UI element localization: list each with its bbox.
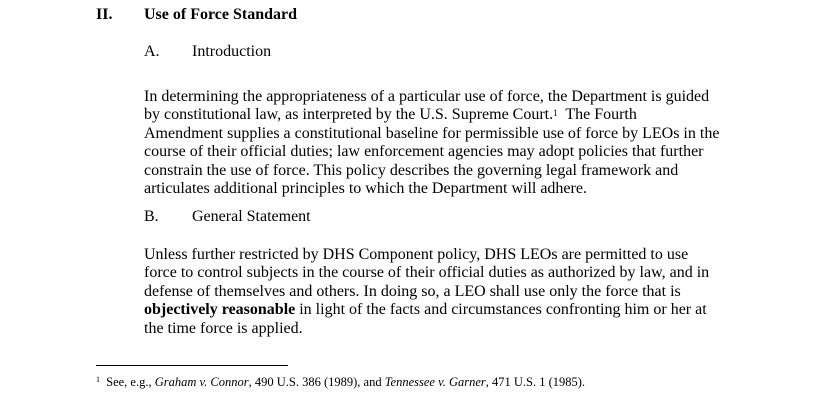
- paragraph-line: constrain the use of force. This policy describes the governing legal framework and: [144, 161, 679, 179]
- subsection-heading-introduction: [144, 42, 271, 62]
- paragraph-line: course of their official duties; law enforcement agencies may adopt policies that further: [144, 143, 704, 161]
- paragraph-line: defense of themselves and others. In doing so, a LEO shall use only the force that is: [144, 282, 681, 300]
- footnote: [96, 374, 585, 390]
- paragraph-line: force to control subjects in the course of their official duties as authorized by law, and in: [144, 264, 710, 282]
- paragraph-line: the time force is applied.: [144, 319, 303, 337]
- section-number: II.: [96, 6, 113, 23]
- paragraph-text: by constitutional law, as interpreted by the U.S. Supreme Court.: [144, 106, 554, 124]
- footnote-reference[interactable]: 1: [553, 108, 558, 119]
- footnote-text: , 490 U.S. 386 (1989), and: [248, 375, 385, 389]
- paragraph-line: In determining the appropriateness of a particular use of force, the Department is guided: [144, 88, 710, 105]
- subsection-title: Introduction: [192, 43, 272, 60]
- subsection-letter: B.: [144, 208, 159, 225]
- paragraph-line: articulates additional principles to which the Department will adhere.: [144, 180, 587, 198]
- footnote-number: 1: [96, 375, 100, 384]
- footnote-separator: [96, 365, 288, 366]
- subsection-heading-general-statement: [144, 207, 311, 227]
- subsection-title: General Statement: [192, 208, 311, 225]
- emphasis-text: objectively reasonable: [144, 301, 296, 319]
- section-title: Use of Force Standard: [144, 6, 298, 23]
- paragraph-line: [144, 301, 744, 319]
- general-statement-paragraph: [144, 246, 744, 338]
- footnote-text: , 471 U.S. 1 (1985).: [485, 375, 586, 389]
- footnote-text: See, e.g.,: [103, 375, 155, 389]
- paragraph-text: in light of the facts and circumstances confronting him or her at: [295, 301, 707, 319]
- paragraph-text: The Fourth: [557, 106, 637, 124]
- case-name: Tennessee v. Garner: [384, 375, 486, 389]
- introduction-paragraph: [144, 88, 744, 198]
- paragraph-line: [144, 106, 744, 124]
- paragraph-line: Unless further restricted by DHS Component policy, DHS LEOs are permitted to use: [144, 246, 689, 263]
- case-name: Graham v. Connor: [154, 375, 249, 389]
- section-heading: [96, 5, 297, 25]
- paragraph-line: Amendment supplies a constitutional baseline for permissible use of force by LEOs in the: [144, 124, 720, 142]
- subsection-letter: A.: [144, 43, 160, 60]
